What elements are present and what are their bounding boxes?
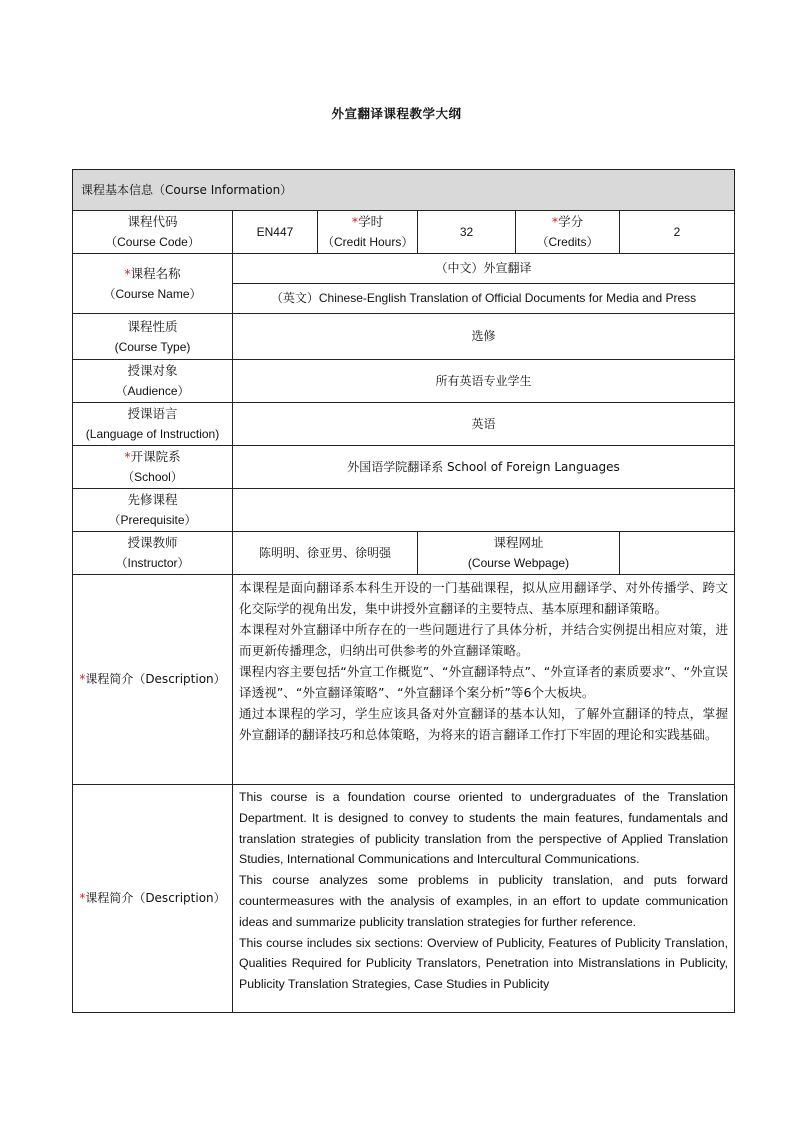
- required-mark: *: [124, 449, 131, 464]
- section-header: 课程基本信息（Course Information）: [73, 170, 735, 211]
- school-value: 外国语学院翻译系 School of Foreign Languages: [233, 446, 735, 489]
- description-cn-text: [233, 575, 735, 785]
- credit-hours-value: 32: [418, 211, 516, 254]
- page-title: 外宣翻译课程教学大纲: [331, 106, 462, 121]
- description-paragraph: 本课程对外宣翻译中所存在的一些问题进行了具体分析，并结合实例提出相应对策，进而更新传播理念，归纳出可供参考的外宣翻译策略。: [239, 622, 729, 658]
- description-paragraph: This course includes six sections: Overview of Publicity, Features of Publicity Translation, Qualities Required for Publicity Translators, Penetration into Mistranslations in Publicity, Publicity Translation Strategies, Case Studies in Publicity: [239, 935, 729, 992]
- credits-label: *学分 （Credits）: [516, 211, 620, 254]
- course-name-cn: （中文）外宣翻译: [233, 254, 735, 284]
- required-mark: *: [79, 672, 86, 686]
- prerequisite-value: [233, 489, 735, 532]
- credits-value: 2: [620, 211, 735, 254]
- description-paragraph: 通过本课程的学习，学生应该具备对外宣翻译的基本认知，了解外宣翻译的特点，掌握外宣翻译的翻译技巧和总体策略，为将来的语言翻译工作打下牢固的理论和实践基础。: [239, 706, 729, 742]
- description-en-text: [233, 785, 735, 1013]
- course-name-label: *课程名称 （Course Name）: [73, 254, 233, 314]
- credit-hours-label: *学时 （Credit Hours）: [318, 211, 418, 254]
- course-type-value: 选修: [233, 314, 735, 360]
- required-mark: *: [124, 265, 131, 281]
- course-type-label: 课程性质 (Course Type): [73, 314, 233, 360]
- description-cn-label: *课程简介（Description）: [73, 575, 233, 785]
- description-en-label: *课程简介（Description）: [73, 785, 233, 1013]
- course-info-table: [72, 169, 735, 1013]
- audience-value: 所有英语专业学生: [233, 360, 735, 403]
- webpage-label: 课程网址 (Course Webpage): [418, 532, 620, 575]
- audience-label: 授课对象 （Audience）: [73, 360, 233, 403]
- required-mark: *: [79, 891, 86, 905]
- required-mark: *: [351, 214, 359, 229]
- language-value: 英语: [233, 403, 735, 446]
- prerequisite-label: 先修课程 （Prerequisite）: [73, 489, 233, 532]
- instructor-label: 授课教师 （Instructor）: [73, 532, 233, 575]
- required-mark: *: [551, 214, 559, 229]
- description-paragraph: 本课程是面向翻译系本科生开设的一门基础课程，拟从应用翻译学、对外传播学、跨文化交际学的视角出发，集中讲授外宣翻译的主要特点、基本原理和翻译策略。: [239, 580, 729, 616]
- webpage-value: [620, 532, 735, 575]
- description-paragraph: This course is a foundation course oriented to undergraduates of the Translation Department. It is designed to convey to students the main features, fundamentals and translation strategies of publicity translation from the perspective of Applied Translation Studies, International Communications and Intercultural Communications.: [239, 790, 729, 867]
- course-name-en: （英文）Chinese-English Translation of Official Documents for Media and Press: [233, 284, 735, 314]
- description-paragraph: 课程内容主要包括“外宣工作概览”、“外宣翻译特点”、“外宣译者的素质要求”、“外宣误译透视”、“外宣翻译策略”、“外宣翻译个案分析”等6个大板块。: [239, 664, 729, 700]
- course-code-label: 课程代码 （Course Code）: [73, 211, 233, 254]
- course-code-value: EN447: [233, 211, 318, 254]
- language-label: 授课语言 (Language of Instruction): [73, 403, 233, 446]
- instructor-value: 陈明明、徐亚男、徐明强: [233, 532, 418, 575]
- school-label: *开课院系 （School）: [73, 446, 233, 489]
- description-paragraph: This course analyzes some problems in publicity translation, and puts forward countermeasures with the analysis of examples, in an effort to update communication ideas and summarize publicity translation strategies for further reference.: [239, 873, 729, 929]
